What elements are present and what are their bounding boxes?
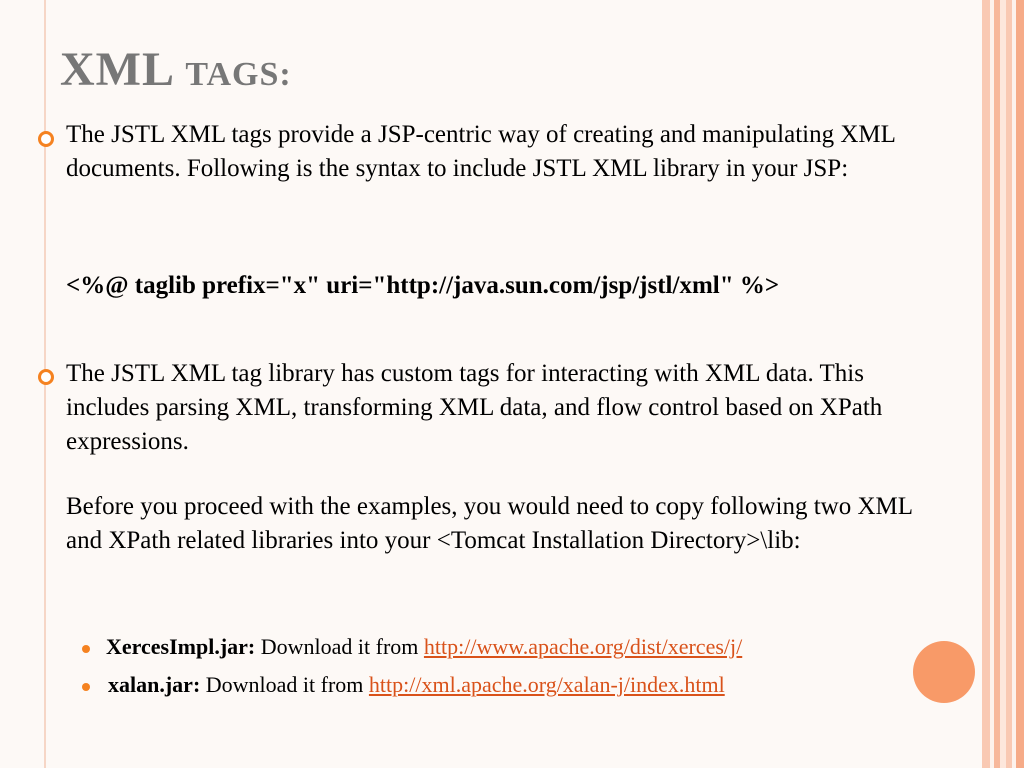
sub-item-text: Download it from [255,634,424,659]
xalan-download-link[interactable]: http://xml.apache.org/xalan-j/index.html [368,672,725,697]
xerces-download-link[interactable]: http://www.apache.org/dist/xerces/j/ [423,634,743,659]
sub-item-label: XercesImpl.jar: [106,634,256,659]
sub-item-xerces [106,634,742,660]
sub-item-xalan [108,672,725,698]
sub-bullet-dot-icon [82,645,90,653]
sub-bullet-dot-icon [82,683,90,691]
title-main: XML [60,43,173,96]
bullet-ring-icon [38,131,54,147]
sub-item-text: Download it from [200,672,369,697]
bullet-ring-icon [38,369,54,385]
taglib-code-line: <%@ taglib prefix="x" uri="http://java.sun.com/jsp/jstl/xml" %> [66,272,780,299]
sub-item-label: xalan.jar: [108,672,201,697]
bullet-2-note: Before you proceed with the examples, you would need to copy following two XML and XPath related libraries into your <Tomcat Installation Directory>\lib: [66,493,913,554]
decorative-orange-circle [913,641,975,703]
slide-title [60,42,292,97]
right-decorative-stripes [976,0,1024,768]
title-small-caps: TAGS: [185,56,292,93]
bullet-1-text: The JSTL XML tags provide a JSP-centric way of creating and manipulating XML documents. Following is the syntax to include JSTL XML library in your JSP: [66,121,895,182]
bullet-2-text: The JSTL XML tag library has custom tags for interacting with XML data. This includes parsing XML, transforming XML data, and flow control based on XPath expressions. [66,360,883,455]
